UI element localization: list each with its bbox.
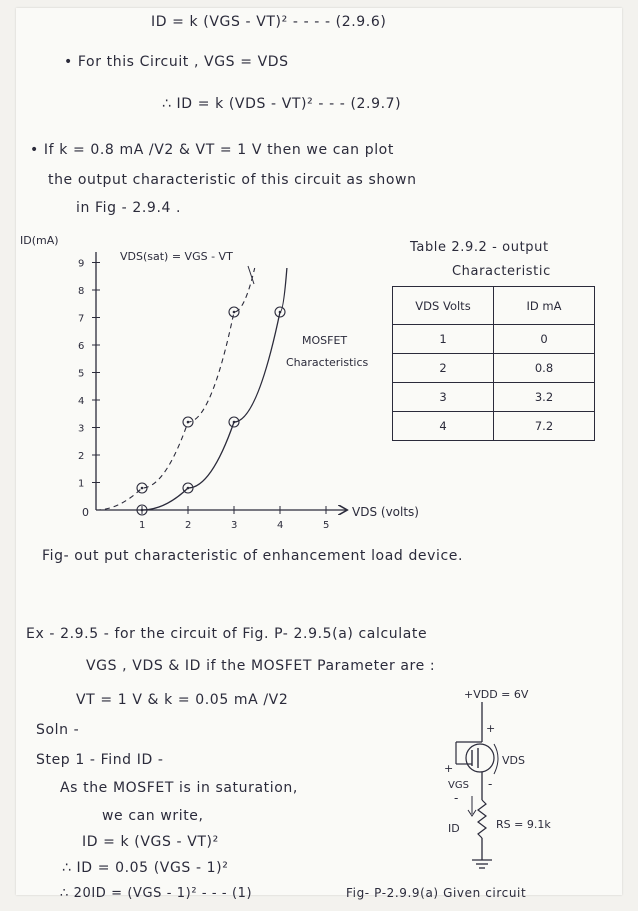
x-tick-label: 4: [277, 520, 284, 531]
example-values: VT = 1 V & k = 0.05 mA /V2: [76, 692, 289, 708]
rs-label: RS = 9.1k: [496, 818, 551, 831]
y-tick-label: 3: [78, 423, 85, 435]
bullet-if-k: • If k = 0.8 mA /V2 & VT = 1 V then we can plot: [30, 142, 394, 158]
table-row: [393, 354, 595, 383]
table-title: Table 2.9.2 - output: [410, 240, 549, 255]
solution-label: Soln -: [36, 722, 80, 738]
data-point-dot: [187, 487, 190, 490]
vgs-label: VGS: [448, 780, 469, 791]
mosfet-symbol: [466, 744, 494, 772]
data-point-dot: [279, 311, 282, 314]
table-cell: 0: [494, 325, 595, 354]
vds-label: VDS: [502, 754, 525, 767]
table-header-vds: VDS Volts: [393, 287, 494, 325]
table-subtitle: Characteristic: [452, 264, 551, 279]
step1-heading: Step 1 - Find ID -: [36, 752, 164, 768]
y-tick-label: 1: [78, 478, 85, 490]
example-parameters: VGS , VDS & ID if the MOSFET Parameter are :: [86, 658, 436, 674]
vds-arrow: [494, 744, 498, 774]
y-tick-label: 8: [78, 286, 85, 297]
x-tick-label: 5: [323, 520, 330, 531]
table-row: [393, 383, 595, 412]
text-fig-ref: in Fig - 2.9.4 .: [76, 200, 182, 216]
equation-id-values: ∴ ID = 0.05 (VGS - 1)²: [62, 860, 229, 876]
figure-caption: Fig- out put characteristic of enhancement load device.: [42, 548, 464, 564]
output-characteristic-graph: [16, 220, 419, 535]
table-cell: 3.2: [494, 383, 595, 412]
y-tick-label: 7: [78, 313, 85, 325]
saturation-note: As the MOSFET is in saturation,: [60, 780, 298, 796]
id-label: ID: [448, 822, 460, 835]
notebook-page: [16, 8, 622, 901]
data-point-dot: [187, 421, 190, 424]
we-can-write: we can write,: [102, 808, 204, 824]
output-characteristic-table: [392, 286, 595, 441]
text-output-characteristic: the output characteristic of this circuit as shown: [48, 172, 417, 188]
example-heading: Ex - 2.9.5 - for the circuit of Fig. P- 2.9.5(a) calculate: [26, 626, 428, 642]
y-tick-label: 5: [78, 368, 85, 380]
sat-label-arrow: [248, 266, 254, 284]
table-cell: 1: [393, 325, 494, 354]
table-cell: 2: [393, 354, 494, 383]
curve-label-characteristics: Characteristics: [286, 356, 369, 369]
bullet-circuit-condition: • For this Circuit , VGS = VDS: [64, 54, 289, 70]
saturation-curve: [96, 268, 255, 510]
y-ticks: [78, 259, 100, 490]
curve-label-mosfet: MOSFET: [302, 334, 348, 347]
table-cell: 0.8: [494, 354, 595, 383]
table-header-id: ID mA: [494, 287, 595, 325]
y-tick-label: 2: [78, 451, 85, 462]
table-cell: 4: [393, 412, 494, 441]
data-point-dot: [233, 421, 236, 424]
vgs-minus: -: [454, 791, 459, 805]
sat-label: VDS(sat) = VGS - VT: [120, 250, 233, 263]
y-tick-label: 6: [78, 341, 85, 352]
x-tick-label: 3: [231, 520, 238, 531]
supply-label: +VDD = 6V: [464, 688, 529, 701]
data-point-dot: [233, 311, 236, 314]
origin-label: 0: [82, 506, 89, 519]
table-cell: 7.2: [494, 412, 595, 441]
equation-id: ID = k (VGS - VT)²: [82, 834, 219, 850]
vds-plus: +: [486, 722, 496, 735]
equation-1: ∴ 20ID = (VGS - 1)² - - - (1): [60, 886, 253, 901]
x-tick-label: 1: [139, 520, 146, 531]
y-axis-label: ID(mA): [20, 234, 59, 247]
equation-2-9-6: ID = k (VGS - VT)² - - - - (2.9.6): [151, 14, 387, 30]
table-row: [393, 325, 595, 354]
y-tick-label: 4: [78, 396, 85, 407]
circuit-diagram: [402, 684, 618, 884]
vds-minus: -: [488, 777, 493, 791]
y-tick-label: 9: [78, 258, 85, 270]
mosfet-characteristic-curve: [142, 268, 287, 510]
data-point-dot: [141, 487, 144, 490]
vgs-plus: +: [444, 762, 454, 775]
circuit-caption: Fig- P-2.9.9(a) Given circuit: [346, 886, 527, 900]
equation-2-9-7: ∴ ID = k (VDS - VT)² - - - (2.9.7): [162, 96, 402, 112]
data-points: [137, 307, 285, 515]
table-header-row: [393, 287, 595, 325]
table-cell: 3: [393, 383, 494, 412]
x-tick-label: 2: [185, 520, 192, 531]
table-row: [393, 412, 595, 441]
x-axis-label: VDS (volts): [352, 505, 419, 519]
source-resistor: [478, 800, 486, 838]
data-point-dot: [141, 509, 144, 512]
